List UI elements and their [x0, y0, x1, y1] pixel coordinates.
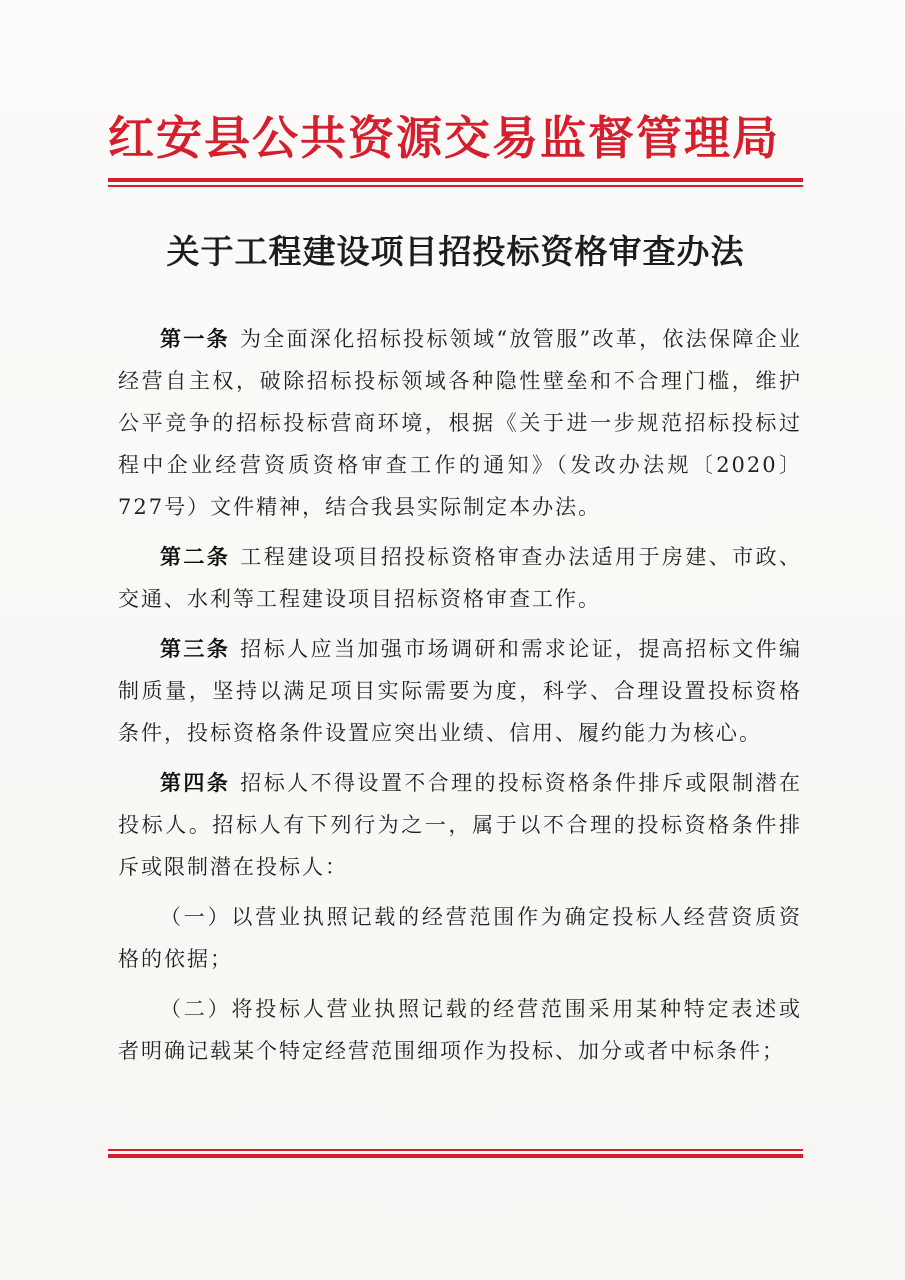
list-item [118, 896, 802, 980]
header-rule-thin [108, 185, 803, 187]
article-text: 招标人应当加强市场调研和需求论证，提高招标文件编制质量，坚持以满足项目实际需要为度，科学、合理设置投标资格条件，投标资格条件设置应突出业绩、信用、履约能力为核心。 [118, 637, 803, 745]
article-4 [118, 762, 802, 888]
list-item [118, 988, 802, 1072]
article-label: 第四条 [160, 771, 231, 795]
article-label: 第二条 [160, 545, 231, 569]
article-1 [118, 318, 802, 528]
item-text: （一）以营业执照记载的经营范围作为确定投标人经营资质资格的依据； [118, 905, 802, 971]
document-title: 关于工程建设项目招投标资格审查办法 [166, 232, 745, 271]
header-rule-thick [108, 178, 803, 182]
article-2 [118, 536, 802, 620]
footer-rule-thin [108, 1149, 803, 1151]
article-label: 第三条 [160, 637, 231, 661]
article-3 [118, 628, 802, 754]
document-body [118, 318, 802, 1080]
item-text: （二）将投标人营业执照记载的经营范围采用某种特定表述或者明确记载某个特定经营范围细项作为投标、加分或者中标条件； [118, 997, 802, 1063]
article-text: 工程建设项目招投标资格审查办法适用于房建、市政、交通、水利等工程建设项目招标资格审查工作。 [118, 545, 803, 611]
article-text: 为全面深化招标投标领域“放管服”改革，依法保障企业经营自主权，破除招标投标领域各种隐性壁垒和不合理门槛，维护公平竞争的招标投标营商环境，根据《关于进一步规范招标投标过程中企业经营资质资格审查工作的通知》（发改办法规〔2020〕727号）文件精神，结合我县实际制定本办法。 [118, 327, 802, 519]
article-text: 招标人不得设置不合理的投标资格条件排斥或限制潜在投标人。招标人有下列行为之一，属于以不合理的投标资格条件排斥或限制潜在投标人： [118, 771, 803, 879]
issuer-header: 红安县公共资源交易监督管理局 [108, 111, 780, 165]
article-label: 第一条 [160, 327, 230, 351]
footer-rule-thick [108, 1154, 803, 1158]
